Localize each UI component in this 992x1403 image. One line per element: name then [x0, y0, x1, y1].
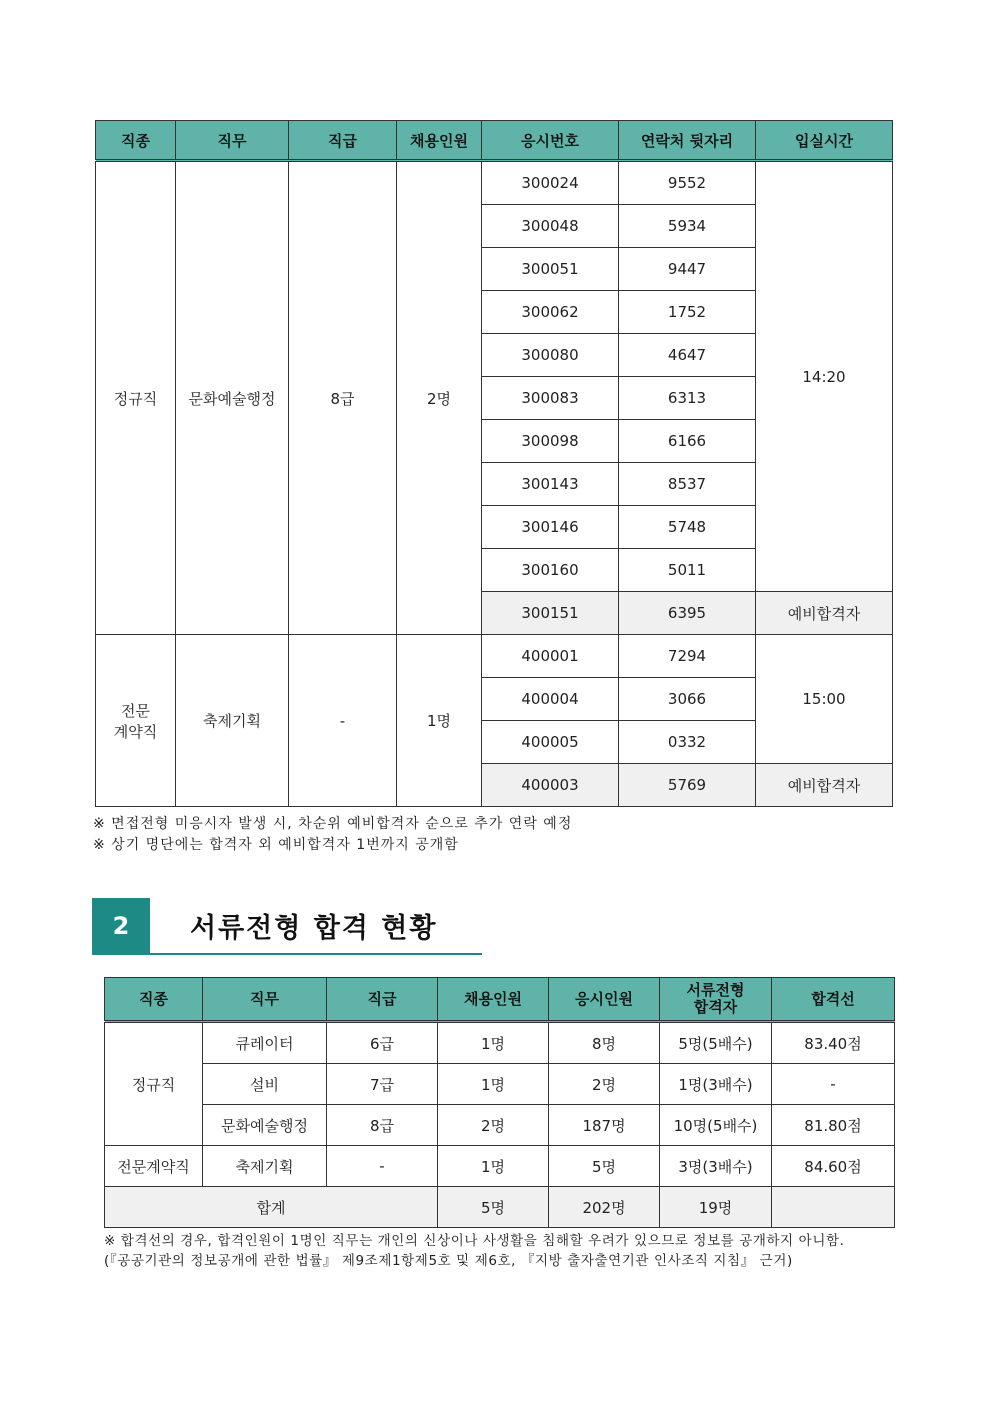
header-passers — [660, 978, 772, 1022]
header-applicants: 응시인원 — [549, 978, 660, 1022]
total-hire: 5명 — [438, 1187, 549, 1228]
phone-suffix: 5748 — [619, 506, 756, 549]
job-title: 설비 — [203, 1064, 327, 1105]
reserve-label: 예비합격자 — [756, 764, 893, 807]
phone-suffix: 8537 — [619, 463, 756, 506]
header-hire-count: 채용인원 — [438, 978, 549, 1022]
phone-suffix: 1752 — [619, 291, 756, 334]
header-job: 직무 — [203, 978, 327, 1022]
cutoff: - — [772, 1064, 895, 1105]
table-header-row — [96, 121, 893, 161]
passers: 3명(3배수) — [660, 1146, 772, 1187]
cutoff: 84.60점 — [772, 1146, 895, 1187]
note-line: ※ 합격선의 경우, 합격인원이 1명인 직무는 개인의 신상이나 사생활을 침해할 우려가 있으므로 정보를 공개하지 아니함. — [104, 1233, 845, 1249]
employment-type: 전문계약직 — [105, 1146, 203, 1187]
phone-suffix: 6313 — [619, 377, 756, 420]
total-row — [105, 1187, 895, 1228]
header-cutoff: 합격선 — [772, 978, 895, 1022]
total-label: 합계 — [105, 1187, 438, 1228]
header-type: 직종 — [96, 121, 176, 161]
grade: - — [289, 635, 397, 807]
job-title: 축제기획 — [203, 1146, 327, 1187]
grade: 8급 — [327, 1105, 438, 1146]
header-exam-number: 응시번호 — [482, 121, 619, 161]
section-title: 서류전형 합격 현황 — [190, 913, 438, 944]
header-type: 직종 — [105, 978, 203, 1022]
hire-count: 2명 — [397, 161, 482, 635]
total-applicants: 202명 — [549, 1187, 660, 1228]
applicants: 2명 — [549, 1064, 660, 1105]
section-number-badge: 2 — [92, 898, 150, 954]
note-line: ※ 면접전형 미응시자 발생 시, 차순위 예비합격자 순으로 추가 연락 예정 — [93, 816, 573, 832]
grade: 7급 — [327, 1064, 438, 1105]
table2-notes — [104, 1231, 845, 1271]
job-title: 큐레이터 — [203, 1022, 327, 1064]
phone-suffix: 6166 — [619, 420, 756, 463]
job-title: 문화예술행정 — [203, 1105, 327, 1146]
phone-suffix: 7294 — [619, 635, 756, 678]
hire-count: 1명 — [397, 635, 482, 807]
header-passers-line2: 합격자 — [693, 998, 738, 1016]
header-grade: 직급 — [327, 978, 438, 1022]
reserve-label: 예비합격자 — [756, 592, 893, 635]
table-row — [105, 1022, 895, 1064]
phone-suffix: 9552 — [619, 161, 756, 205]
employment-type — [96, 635, 176, 807]
grade: - — [327, 1146, 438, 1187]
passers: 10명(5배수) — [660, 1105, 772, 1146]
hire-count: 1명 — [438, 1022, 549, 1064]
employment-type: 정규직 — [105, 1022, 203, 1146]
exam-number: 400003 — [482, 764, 619, 807]
phone-suffix: 5769 — [619, 764, 756, 807]
hire-count: 1명 — [438, 1064, 549, 1105]
header-hire-count: 채용인원 — [397, 121, 482, 161]
entry-time: 14:20 — [756, 161, 893, 592]
entry-time: 15:00 — [756, 635, 893, 764]
type-line-1: 전문 — [121, 701, 150, 720]
phone-suffix: 5011 — [619, 549, 756, 592]
table-row — [105, 1146, 895, 1187]
job-title: 축제기획 — [176, 635, 289, 807]
phone-suffix: 5934 — [619, 205, 756, 248]
document-screening-table — [104, 977, 895, 1228]
phone-suffix: 9447 — [619, 248, 756, 291]
exam-number: 300146 — [482, 506, 619, 549]
applicants: 5명 — [549, 1146, 660, 1187]
passers: 1명(3배수) — [660, 1064, 772, 1105]
header-phone-suffix: 연락처 뒷자리 — [619, 121, 756, 161]
exam-number: 300048 — [482, 205, 619, 248]
total-cutoff-blank — [772, 1187, 895, 1228]
type-line-2: 계약직 — [113, 722, 158, 741]
phone-suffix: 0332 — [619, 721, 756, 764]
table-row — [96, 635, 893, 678]
header-job: 직무 — [176, 121, 289, 161]
note-line: ※ 상기 명단에는 합격자 외 예비합격자 1번까지 공개함 — [93, 837, 459, 853]
phone-suffix: 6395 — [619, 592, 756, 635]
header-passers-line1: 서류전형 — [686, 981, 745, 999]
interview-schedule-table — [95, 120, 893, 807]
phone-suffix: 4647 — [619, 334, 756, 377]
job-title: 문화예술행정 — [176, 161, 289, 635]
header-grade: 직급 — [289, 121, 397, 161]
grade: 8급 — [289, 161, 397, 635]
cutoff: 81.80점 — [772, 1105, 895, 1146]
exam-number: 400005 — [482, 721, 619, 764]
exam-number: 300062 — [482, 291, 619, 334]
hire-count: 1명 — [438, 1146, 549, 1187]
applicants: 8명 — [549, 1022, 660, 1064]
table1-notes — [93, 814, 572, 856]
exam-number: 300160 — [482, 549, 619, 592]
passers: 5명(5배수) — [660, 1022, 772, 1064]
exam-number: 300151 — [482, 592, 619, 635]
exam-number: 400001 — [482, 635, 619, 678]
exam-number: 300143 — [482, 463, 619, 506]
exam-number: 300098 — [482, 420, 619, 463]
exam-number: 300080 — [482, 334, 619, 377]
cutoff: 83.40점 — [772, 1022, 895, 1064]
total-passers: 19명 — [660, 1187, 772, 1228]
exam-number: 300051 — [482, 248, 619, 291]
phone-suffix: 3066 — [619, 678, 756, 721]
applicants: 187명 — [549, 1105, 660, 1146]
exam-number: 300024 — [482, 161, 619, 205]
table-header-row — [105, 978, 895, 1022]
exam-number: 400004 — [482, 678, 619, 721]
note-line: (『공공기관의 정보공개에 관한 법률』 제9조제1항제5호 및 제6호, 『지방 출자출연기관 인사조직 지침』 근거) — [104, 1253, 793, 1269]
employment-type: 정규직 — [96, 161, 176, 635]
header-entry-time: 입실시간 — [756, 121, 893, 161]
hire-count: 2명 — [438, 1105, 549, 1146]
table-row — [105, 1105, 895, 1146]
section-underline — [92, 953, 482, 955]
exam-number: 300083 — [482, 377, 619, 420]
table-row — [96, 161, 893, 205]
grade: 6급 — [327, 1022, 438, 1064]
table-row — [105, 1064, 895, 1105]
